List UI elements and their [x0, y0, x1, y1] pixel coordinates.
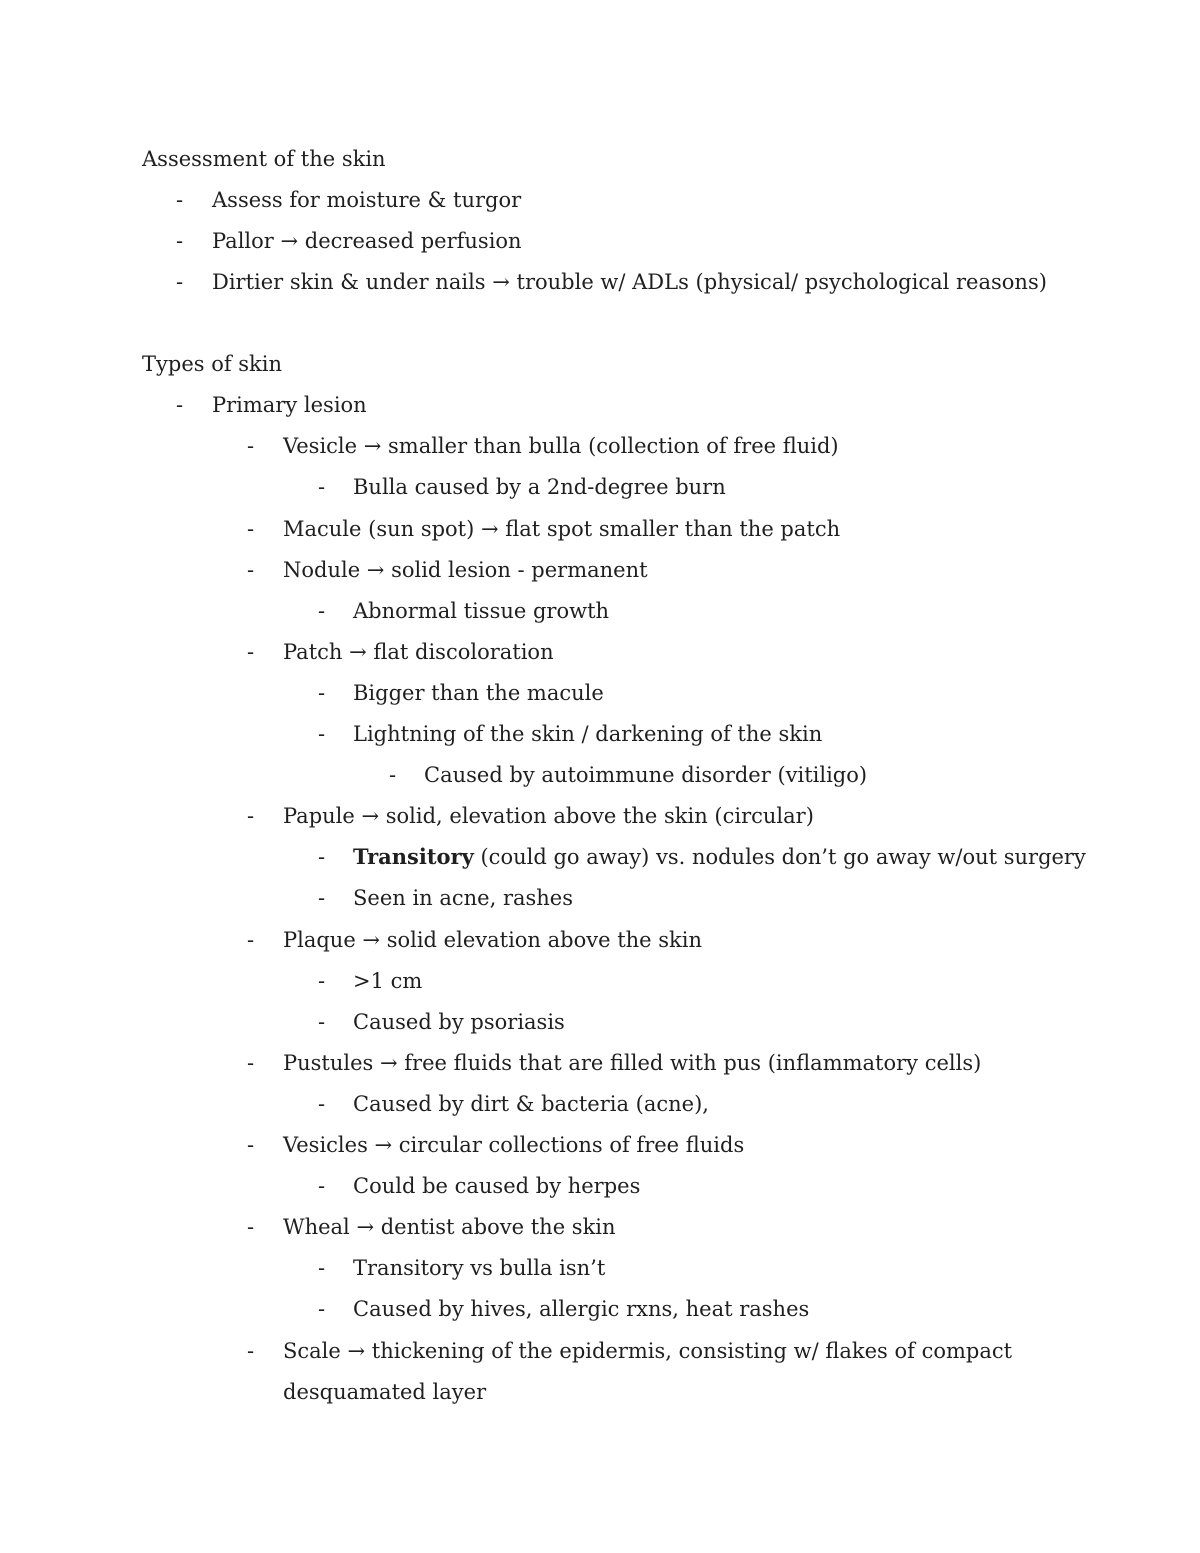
- bullet-dash: -: [318, 1174, 326, 1198]
- section-heading-text: Types of skin: [142, 352, 283, 376]
- list-item-text: Bulla caused by a 2nd-degree burn: [353, 475, 726, 499]
- list-item-text: Primary lesion: [212, 393, 367, 417]
- list-item-text: Macule (sun spot) → flat spot smaller than the patch: [283, 517, 841, 541]
- list-item-text: Bigger than the macule: [353, 681, 604, 705]
- list-item-text: Caused by psoriasis: [353, 1010, 565, 1034]
- bullet-dash: -: [176, 188, 184, 212]
- list-item-text: Transitory vs bulla isn’t: [353, 1256, 606, 1280]
- list-item-text: desquamated layer: [283, 1380, 487, 1404]
- list-item-text: Pallor → decreased perfusion: [212, 229, 522, 253]
- list-item-text: Vesicle → smaller than bulla (collection of free fluid): [283, 434, 839, 458]
- section-heading-text: Assessment of the skin: [142, 147, 386, 171]
- bullet-dash: -: [318, 845, 326, 869]
- list-item-text: Wheal → dentist above the skin: [283, 1215, 616, 1239]
- bullet-dash: -: [247, 804, 255, 828]
- list-item-text: Scale → thickening of the epidermis, consisting w/ flakes of compact: [283, 1339, 1013, 1363]
- list-item-text: Dirtier skin & under nails → trouble w/ ADLs (physical/ psychological reasons): [212, 270, 1047, 294]
- bullet-dash: -: [176, 393, 184, 417]
- list-item-text: Seen in acne, rashes: [353, 886, 574, 910]
- bullet-dash: -: [318, 1297, 326, 1321]
- bullet-dash: -: [247, 1339, 255, 1363]
- list-item-text: Caused by autoimmune disorder (vitiligo): [424, 763, 868, 787]
- list-item-text: Plaque → solid elevation above the skin: [283, 928, 703, 952]
- bullet-dash: -: [318, 475, 326, 499]
- bullet-dash: -: [247, 558, 255, 582]
- list-item-text-rest: (could go away) vs. nodules don’t go away w/out surgery: [473, 845, 1086, 869]
- bullet-dash: -: [318, 599, 326, 623]
- bullet-dash: -: [318, 1092, 326, 1116]
- bullet-dash: -: [318, 722, 326, 746]
- bullet-dash: -: [247, 1215, 255, 1239]
- bullet-dash: -: [176, 229, 184, 253]
- list-item-text: Pustules → free fluids that are filled with pus (inflammatory cells): [283, 1051, 982, 1075]
- list-item-text: Vesicles → circular collections of free fluids: [283, 1133, 745, 1157]
- bold-term: Transitory: [353, 844, 474, 869]
- list-item-text: Could be caused by herpes: [353, 1174, 641, 1198]
- list-item-text: Caused by dirt & bacteria (acne),: [353, 1092, 709, 1116]
- bullet-dash: -: [318, 969, 326, 993]
- bullet-dash: -: [176, 270, 184, 294]
- bullet-dash: -: [318, 1010, 326, 1034]
- list-item-text: Patch → flat discoloration: [283, 640, 554, 664]
- bullet-dash: -: [247, 1051, 255, 1075]
- list-item-text: >1 cm: [353, 969, 423, 993]
- bullet-dash: -: [318, 886, 326, 910]
- list-item-text: [353, 844, 1086, 870]
- bullet-dash: -: [389, 763, 397, 787]
- bullet-dash: -: [247, 928, 255, 952]
- bullet-dash: -: [318, 681, 326, 705]
- bullet-dash: -: [247, 434, 255, 458]
- list-item-text: Nodule → solid lesion - permanent: [283, 558, 648, 582]
- list-item-text: Caused by hives, allergic rxns, heat rashes: [353, 1297, 810, 1321]
- list-item-text: Assess for moisture & turgor: [212, 188, 522, 212]
- list-item-text: Abnormal tissue growth: [353, 599, 610, 623]
- bullet-dash: -: [247, 517, 255, 541]
- list-item-text: Papule → solid, elevation above the skin (circular): [283, 804, 814, 828]
- bullet-dash: -: [247, 640, 255, 664]
- list-item-text: Lightning of the skin / darkening of the skin: [353, 722, 823, 746]
- bullet-dash: -: [247, 1133, 255, 1157]
- bullet-dash: -: [318, 1256, 326, 1280]
